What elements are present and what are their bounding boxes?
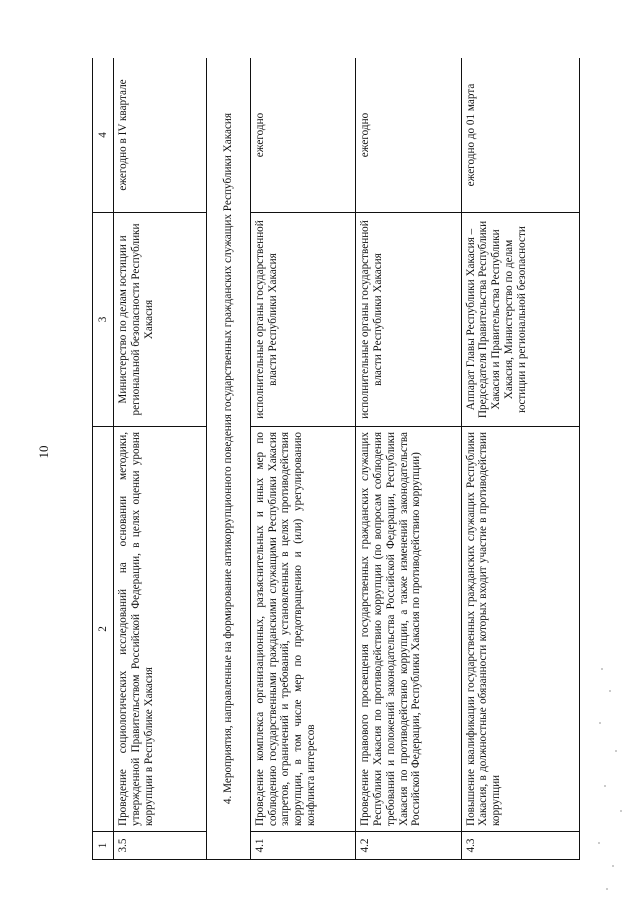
table-row (114, 58, 207, 860)
row-number: 4.3 (461, 832, 579, 860)
responsible-text: исполнительные органы государственной власти Республики Хакасия (250, 213, 355, 427)
deadline-text: ежегодно до 01 марта (461, 58, 579, 213)
document-table-frame (92, 58, 580, 860)
row-number: 4.1 (250, 832, 355, 860)
header-col-3: 3 (93, 213, 114, 427)
responsible-text: Аппарат Главы Республики Хакасия – Председателя Правительства Республики Хакасия и Правительства Республики Хакасия, Министерство по делам юстиции и региональной безопасности (461, 213, 579, 427)
deadline-text: ежегодно (250, 58, 355, 213)
row-number: 3.5 (114, 832, 207, 860)
section-heading-row (207, 58, 251, 860)
header-col-4: 4 (93, 58, 114, 213)
measure-text: Проведение социологических исследований на основании методики, утвержденной Правительством Российской Федерации, в целях оценки уровня коррупции в Республике Хакасия (114, 427, 207, 832)
measure-text: Проведение правового просвещения государственных гражданских служащих Республики Хакасия по противодействию коррупции (по вопросам соблюдения требований и положений законодательства Российской Федерации, Республики Хакасия по противодействию коррупции, а также изменений законодательства Российской Федерации, Республики Хакасия по противодействию коррупции) (356, 427, 461, 832)
table-row (356, 58, 461, 860)
header-col-2: 2 (93, 427, 114, 832)
page-number: 10 (36, 445, 51, 459)
responsible-text: Министерство по делам юстиции и региональной безопасности Республики Хакасия (114, 213, 207, 427)
deadline-text: ежегодно в IV квартале (114, 58, 207, 213)
table-row (250, 58, 355, 860)
row-number: 4.2 (356, 832, 461, 860)
table-header-row (93, 58, 114, 860)
deadline-text: ежегодно (356, 58, 461, 213)
header-col-1: 1 (93, 832, 114, 860)
section-4-heading: 4. Мероприятия, направленные на формирование антикоррупционного поведения государственных гражданских служащих Республики Хакасия (207, 58, 251, 860)
measure-text: Проведение комплекса организационных, разъяснительных и иных мер по соблюдению государственными гражданскими служащими Республики Хакасия запретов, ограничений и требований, установленных в целях противодействия коррупции, в том числе мер по предотвращению и (или) урегулированию конфликта интересов (250, 427, 355, 832)
table-row (461, 58, 579, 860)
anticorruption-plan-table (92, 58, 580, 860)
measure-text: Повышение квалификации государственных гражданских служащих Республики Хакасия, в должностные обязанности которых входит участие в противодействии коррупции (461, 427, 579, 832)
responsible-text: исполнительные органы государственной власти Республики Хакасия (356, 213, 461, 427)
rotated-table-container (92, 58, 580, 860)
scan-noise (595, 660, 635, 900)
